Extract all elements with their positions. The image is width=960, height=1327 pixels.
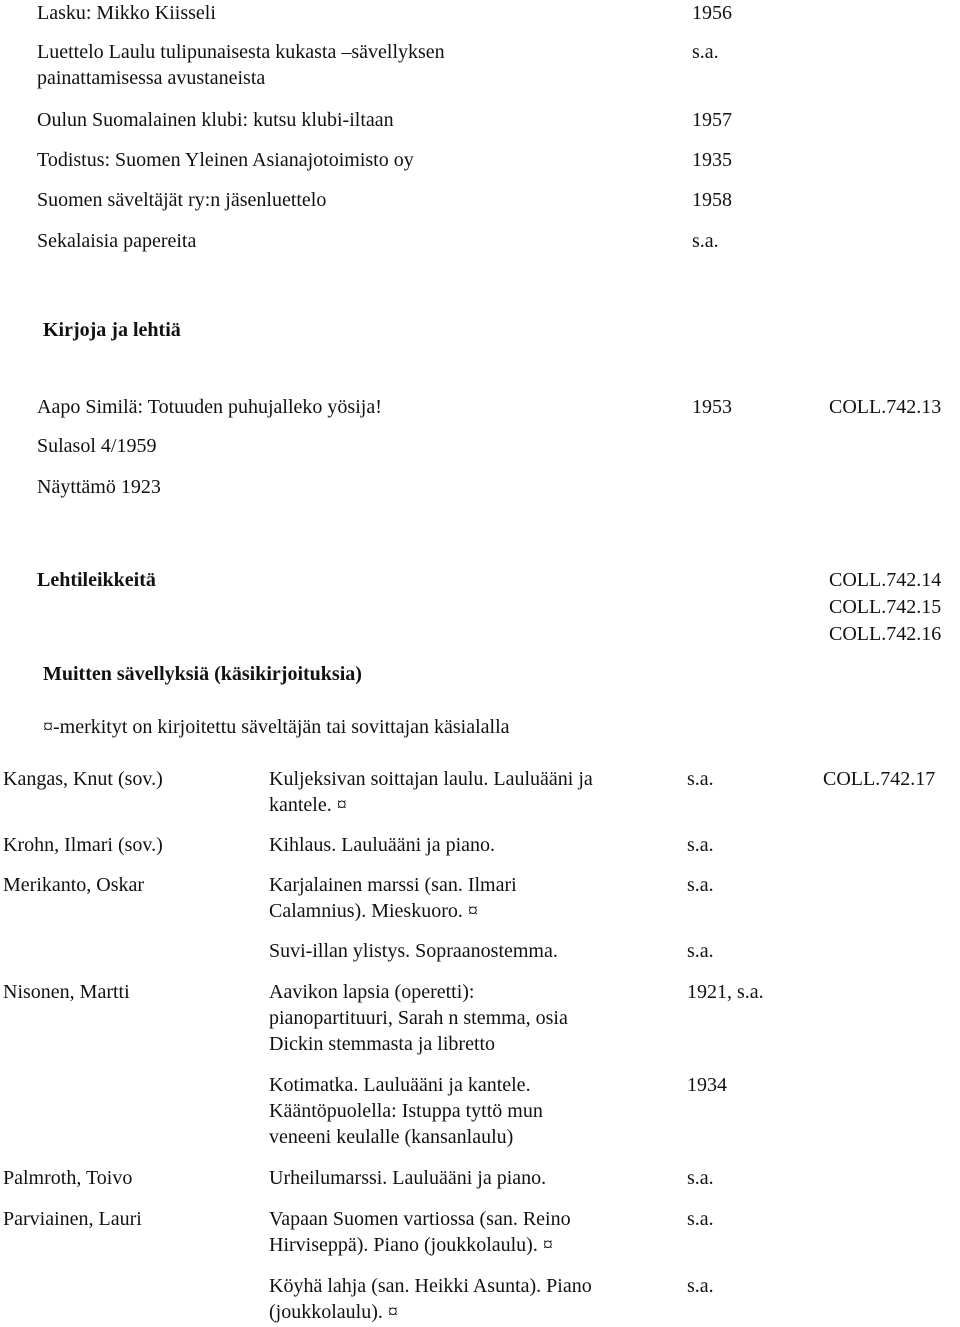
composer-name: Merikanto, Oskar	[3, 874, 145, 896]
work-date: s.a.	[687, 1208, 714, 1230]
section-heading-clippings: Lehtileikkeitä	[37, 569, 156, 591]
book-date: 1953	[692, 396, 732, 418]
item-title: Lasku: Mikko Kiisseli	[37, 2, 216, 24]
work-title: Dickin stemmasta ja libretto	[269, 1033, 496, 1055]
work-date: s.a.	[687, 940, 714, 962]
work-date: s.a.	[687, 834, 714, 856]
item-title: Oulun Suomalainen klubi: kutsu klubi-iltaan	[37, 109, 394, 131]
work-title: Karjalainen marssi (san. Ilmari	[269, 874, 517, 896]
work-date: s.a.	[687, 1167, 714, 1189]
work-title: Kuljeksivan soittajan laulu. Lauluääni ja	[269, 768, 593, 790]
work-date: s.a.	[687, 1275, 714, 1297]
work-title: Suvi-illan ylistys. Sopraanostemma.	[269, 940, 558, 962]
item-date: 1956	[692, 2, 732, 24]
work-title: Kääntöpuolella: Istuppa tyttö mun	[269, 1100, 543, 1122]
composer-name: Nisonen, Martti	[3, 981, 130, 1003]
collection-code: COLL.742.15	[829, 596, 942, 618]
work-title: Kihlaus. Lauluääni ja piano.	[269, 834, 496, 856]
work-title: kantele. ¤	[269, 794, 347, 816]
book-title: Aapo Similä: Totuuden puhujalleko yösija!	[37, 396, 382, 418]
composer-name: Krohn, Ilmari (sov.)	[3, 834, 163, 856]
work-title: Vapaan Suomen vartiossa (san. Reino	[269, 1208, 571, 1230]
work-title: veneeni keulalle (kansanlaulu)	[269, 1126, 514, 1148]
item-title: Todistus: Suomen Yleinen Asianajotoimisto oy	[37, 149, 414, 171]
work-title: Urheilumarssi. Lauluääni ja piano.	[269, 1167, 547, 1189]
item-title: Suomen säveltäjät ry:n jäsenluettelo	[37, 189, 327, 211]
work-date: s.a.	[687, 874, 714, 896]
item-title: Luettelo Laulu tulipunaisesta kukasta –sävellyksen	[37, 41, 445, 63]
collection-code: COLL.742.17	[823, 768, 936, 790]
book-title: Sulasol 4/1959	[37, 435, 157, 457]
item-date: s.a.	[692, 41, 719, 63]
work-date: 1934	[687, 1074, 727, 1096]
work-title: pianopartituuri, Sarah n stemma, osia	[269, 1007, 568, 1029]
work-title: Kotimatka. Lauluääni ja kantele.	[269, 1074, 531, 1096]
composer-name: Kangas, Knut (sov.)	[3, 768, 163, 790]
work-title: Köyhä lahja (san. Heikki Asunta). Piano	[269, 1275, 592, 1297]
work-title: (joukkolaulu). ¤	[269, 1301, 398, 1323]
collection-code: COLL.742.16	[829, 623, 942, 645]
book-title: Näyttämö 1923	[37, 476, 161, 498]
item-date: 1935	[692, 149, 732, 171]
composer-name: Parviainen, Lauri	[3, 1208, 142, 1230]
work-title: Hirviseppä). Piano (joukkolaulu). ¤	[269, 1234, 553, 1256]
item-date: s.a.	[692, 230, 719, 252]
work-date: 1921, s.a.	[687, 981, 764, 1003]
item-date: 1958	[692, 189, 732, 211]
item-title: painattamisessa avustaneista	[37, 67, 266, 89]
item-title: Sekalaisia papereita	[37, 230, 197, 252]
work-date: s.a.	[687, 768, 714, 790]
work-title: Calamnius). Mieskuoro. ¤	[269, 900, 478, 922]
section-heading-books: Kirjoja ja lehtiä	[43, 319, 181, 341]
section-heading-compositions: Muitten sävellyksiä (käsikirjoituksia)	[43, 663, 362, 685]
section-note: ¤-merkityt on kirjoitettu säveltäjän tai sovittajan käsialalla	[43, 716, 510, 738]
collection-code: COLL.742.13	[829, 396, 942, 418]
composer-name: Palmroth, Toivo	[3, 1167, 133, 1189]
collection-code: COLL.742.14	[829, 569, 942, 591]
work-title: Aavikon lapsia (operetti):	[269, 981, 475, 1003]
item-date: 1957	[692, 109, 732, 131]
